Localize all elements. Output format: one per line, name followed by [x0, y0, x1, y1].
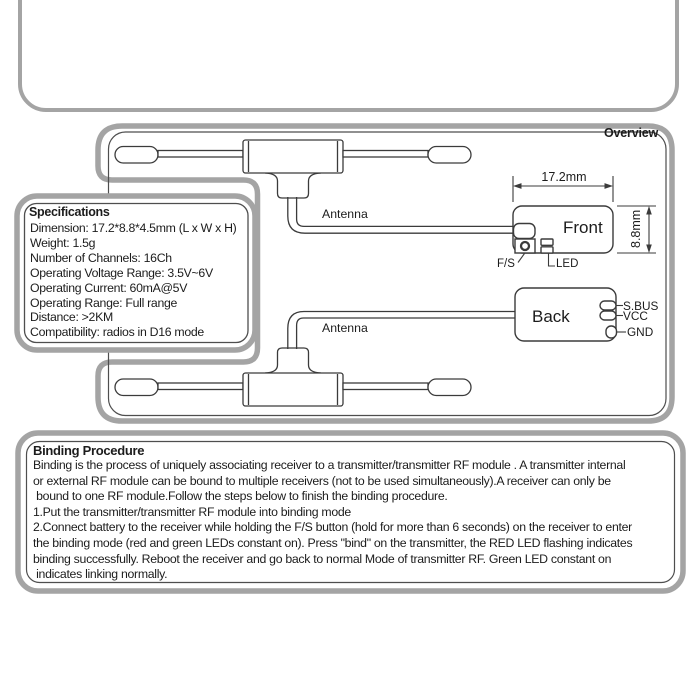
- vcc-pad: [600, 311, 616, 320]
- spec-line-compatibility: Compatibility: radios in D16 mode: [30, 325, 204, 340]
- spec-line-channels: Number of Channels: 16Ch: [30, 250, 172, 265]
- led-label: LED: [556, 258, 579, 270]
- sbus-pad: [600, 301, 616, 310]
- led-block-top: [541, 239, 553, 245]
- spec-line-range: Operating Range: Full range: [30, 295, 178, 310]
- spec-line-weight: Weight: 1.5g: [30, 235, 96, 250]
- back-module-label: Back: [532, 307, 570, 326]
- front-height-dimension: 8.8mm: [629, 209, 643, 249]
- binding-text-line: 1.Put the transmitter/transmitter RF module into binding mode: [33, 504, 351, 519]
- binding-text-line: the binding mode (red and green LEDs constant on). Press "bind" on the transmitter, the RED LED flashing indicates: [33, 535, 633, 550]
- spec-line-voltage: Operating Voltage Range: 3.5V~6V: [30, 265, 213, 280]
- overview-panel-title: Overview: [604, 126, 658, 140]
- spec-line-current: Operating Current: 60mA@5V: [30, 280, 188, 295]
- specifications-title: Specifications: [29, 205, 110, 219]
- antenna-top-label: Antenna: [322, 207, 368, 221]
- fs-leader-line: [518, 254, 525, 263]
- led-block-bottom: [541, 247, 553, 253]
- front-module-label: Front: [563, 218, 603, 237]
- specifications-list: [30, 221, 236, 340]
- binding-text-line: binding successfully. Reboot the receiver and go back to normal Mode of transmitter RF. Green LED constant on: [33, 551, 612, 566]
- binding-text-line: bound to one RF module.Follow the steps below to finish the binding procedure.: [33, 489, 448, 504]
- binding-text-line: 2.Connect battery to the receiver while holding the F/S button (hold for more than 6 seconds) on the receiver to enter: [33, 520, 632, 535]
- gnd-pad: [606, 326, 617, 338]
- binding-procedure-text: [33, 458, 632, 583]
- fs-button-label: F/S: [497, 258, 515, 270]
- antenna-bottom-label: Antenna: [322, 321, 368, 335]
- front-width-dimension: 17.2mm: [541, 170, 587, 184]
- antenna-connector: [514, 224, 536, 239]
- pin-label-vcc: VCC: [623, 309, 648, 323]
- binding-text-line: Binding is the process of uniquely associating receiver to a transmitter/transmitter RF module . A transmitter internal: [33, 458, 626, 472]
- spec-line-dimension: Dimension: 17.2*8.8*4.5mm (L x W x H): [30, 221, 237, 235]
- pin-label-gnd: GND: [627, 325, 654, 339]
- binding-procedure-title: Binding Procedure: [33, 443, 145, 458]
- spec-line-distance: Distance: >2KM: [30, 310, 113, 325]
- led-leader-line: [549, 253, 556, 266]
- pin-label-sbus: S.BUS: [623, 299, 659, 313]
- binding-text-line: or external RF module can be bound to multiple receivers (not to be used simultaneously).A receiver can only be: [33, 473, 611, 488]
- top-panel-edge: [20, 0, 677, 110]
- binding-text-line: indicates linking normally.: [33, 567, 168, 582]
